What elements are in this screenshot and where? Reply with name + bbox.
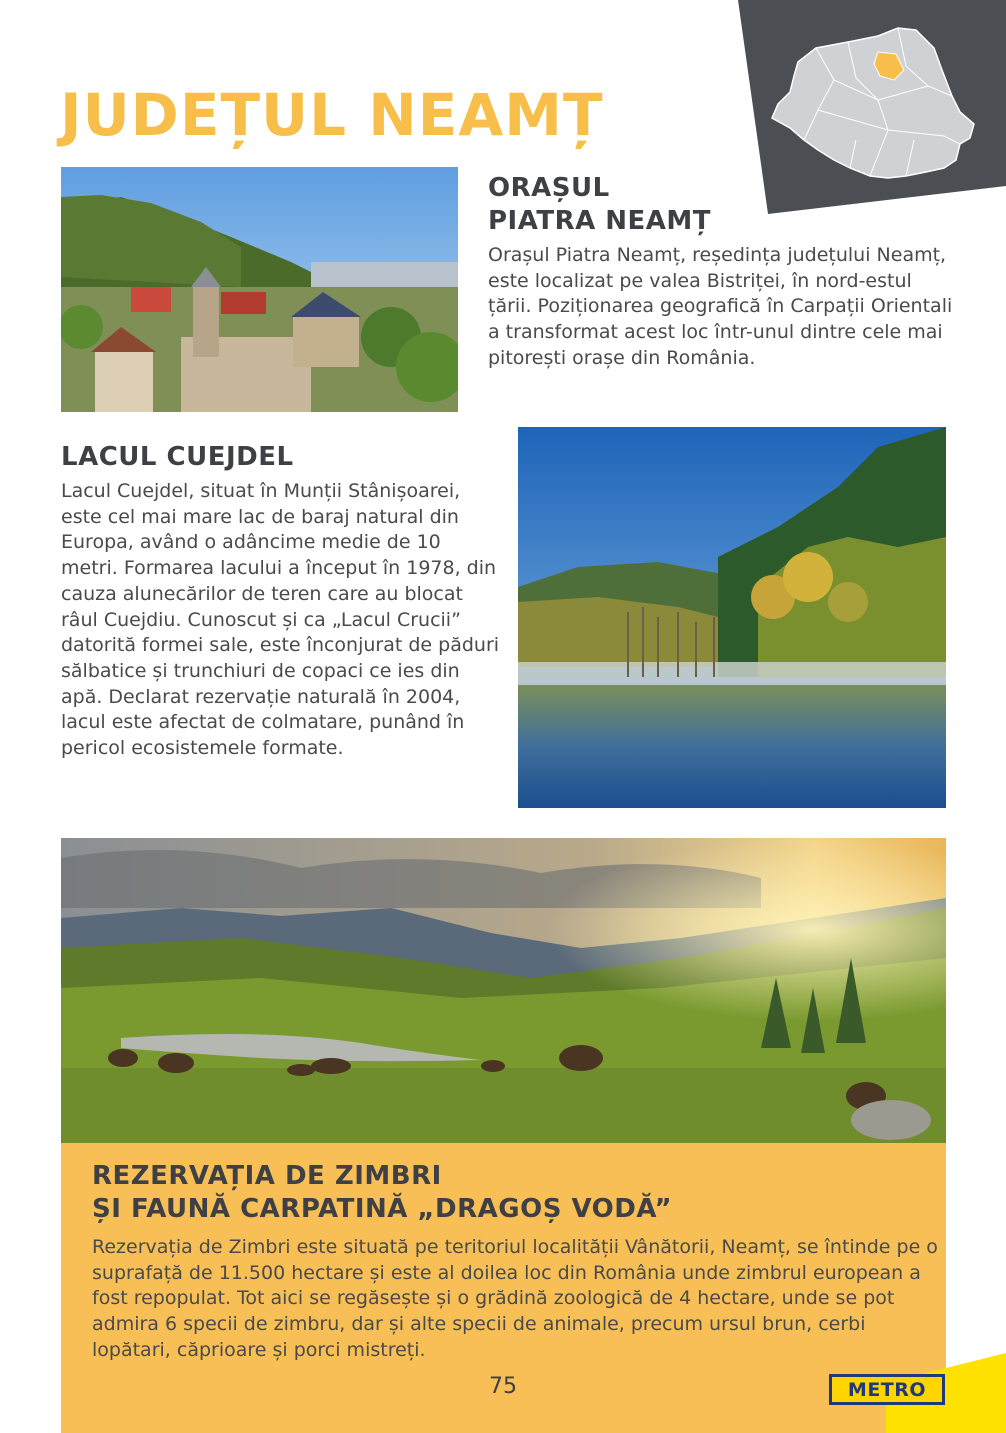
piatra-neamt-photo (61, 167, 458, 412)
reserve-description: Rezervația de Zimbri este situată pe teritoriul localității Vânătorii, Neamț, se întinde pe o suprafață de 11.500 hectare și este al doilea loc din România unde zimbrul european a fost repopulat. Tot aici se regăsește și o grădină zoologică de 4 hectare, unde se pot admira 6 specii de zimbru, dar și alte specii de animale, precum ursul brun, cerbi lopătari, căprioare și porci mistreți. (92, 1236, 938, 1361)
page-title: JUDEȚUL NEAMȚ (60, 81, 604, 149)
reserve-heading-line2: ȘI FAUNĂ CARPATINĂ „DRAGOȘ VODĂ” (92, 1194, 673, 1224)
city-heading-line1: ORAȘUL (488, 173, 610, 203)
city-description: Orașul Piatra Neamț, reședința județului Neamț, este localizat pe valea Bistriței, în nord-estul țării. Poziționarea geografică în Carpații Orientali a transformat acest loc într-unul dintre cele mai pitorești orașe din România. (488, 244, 953, 369)
bison-reserve-photo (61, 838, 946, 1143)
city-heading (488, 172, 968, 238)
metro-logo-text: METRO (847, 1378, 927, 1401)
city-heading-line2: PIATRA NEAMȚ (488, 206, 712, 236)
reserve-heading (92, 1160, 932, 1226)
lake-description: Lacul Cuejdel, situat în Munții Stânișoarei, este cel mai mare lac de baraj natural din Europa, având o adâncime medie de 10 metri. Formarea lacului a început în 1978, din cauza alunecărilor de teren care au blocat râul Cuejdiu. Cunoscut și ca „Lacul Crucii” datorită formei sale, este înconjurat de păduri sălbatice și trunchiuri de copaci ce ies din apă. Declarat rezervație naturală în 2004, lacul este afectat de colmatare, punând în pericol ecosistemele formate. (61, 480, 500, 760)
lake-cuejdel-photo (518, 427, 946, 808)
lake-heading: LACUL CUEJDEL (61, 442, 294, 472)
page-number: 75 (489, 1374, 517, 1399)
reserve-heading-line1: REZERVAȚIA DE ZIMBRI (92, 1161, 442, 1191)
metro-logo (829, 1374, 945, 1405)
